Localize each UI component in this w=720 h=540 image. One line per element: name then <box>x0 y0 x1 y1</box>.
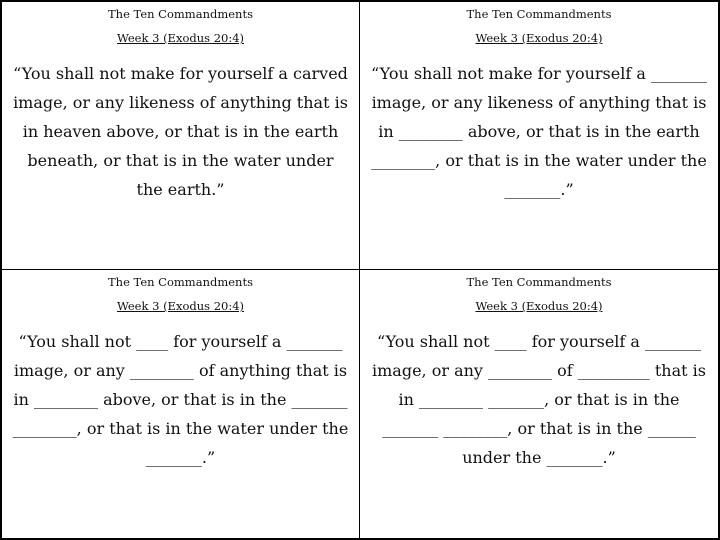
memory-card-full <box>2 2 360 270</box>
card-title: The Ten Commandments <box>466 7 612 21</box>
card-reference: Week 3 (Exodus 20:4) <box>475 299 603 313</box>
memory-card-blanks-2 <box>2 270 360 538</box>
memory-card-blanks-3 <box>360 270 718 538</box>
card-verse: “You shall not ____ for yourself a _______ image, or any ________ of anything that is in ________ above, or that is in the _______ ________, or that is in the water under the _______.” <box>12 332 349 467</box>
card-verse: “You shall not make for yourself a _______ image, or any likeness of anything that is in ________ above, or that is in the earth ________, or that is in the water under the _______.” <box>371 64 707 199</box>
card-title: The Ten Commandments <box>108 7 253 21</box>
card-verse: “You shall not make for yourself a carved image, or any likeness of anything that is in heaven above, or that is in the earth beneath, or that is in the water under the earth.” <box>13 64 348 199</box>
memory-card-blanks-1 <box>360 2 718 270</box>
card-reference: Week 3 (Exodus 20:4) <box>116 299 245 313</box>
card-title: The Ten Commandments <box>466 275 612 289</box>
card-reference: Week 3 (Exodus 20:4) <box>116 31 245 45</box>
card-verse: “You shall not ____ for yourself a _______ image, or any ________ of _________ that is in ________ _______, or that is in the _______ ________, or that is in the ______ under the _______.” <box>372 332 706 467</box>
card-reference: Week 3 (Exodus 20:4) <box>475 31 603 45</box>
card-title: The Ten Commandments <box>108 275 253 289</box>
